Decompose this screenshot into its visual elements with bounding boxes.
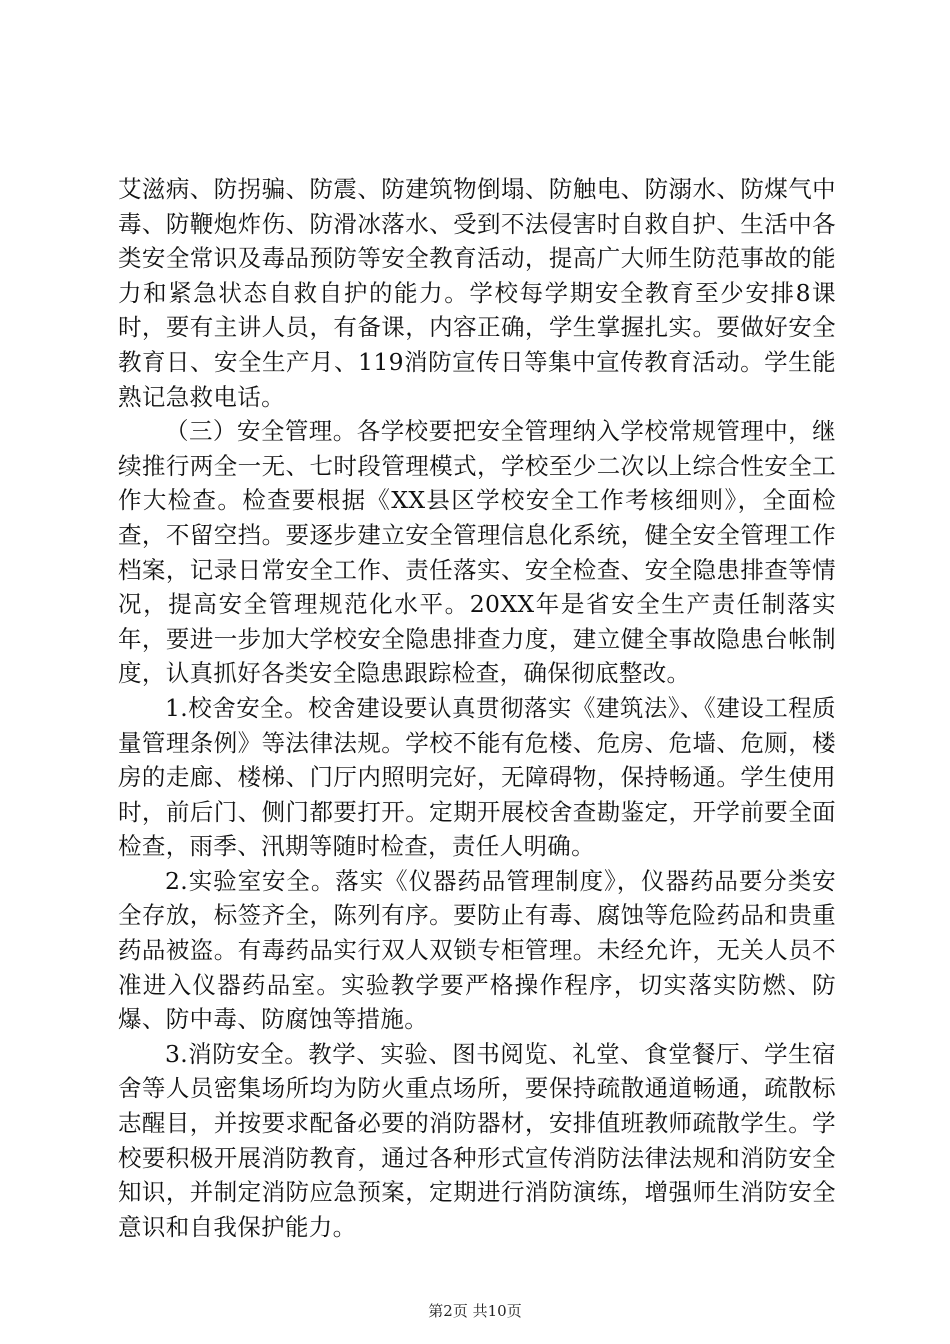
paragraph-safety-management: （三）安全管理。各学校要把安全管理纳入学校常规管理中，继续推行两全一无、七时段管理模式，学校至少二次以上综合性安全工作大检查。检查要根据《XX县区学校安全工作考核细则》，全面检查，不留空挡。要逐步建立安全管理信息化系统，健全安全管理工作档案，记录日常安全工作、责任落实、安全检查、安全隐患排查等情况，提高安全管理规范化水平。20XX年是省安全生产责任制落实年，要进一步加大学校安全隐患排查力度，建立健全事故隐患台帐制度，认真抓好各类安全隐患跟踪检查，确保彻底整改。 <box>118 417 836 688</box>
page-number-footer: 第2页 共10页 <box>428 1302 522 1320</box>
paragraph-fire-safety: 3.消防安全。教学、实验、图书阅览、礼堂、食堂餐厅、学生宿舍等人员密集场所均为防火重点场所，要保持疏散通道畅通，疏散标志醒目，并按要求配备必要的消防器材，安排值班教师疏散学生。学校要积极开展消防教育，通过各种形式宣传消防法律法规和消防安全知识，并制定消防应急预案，定期进行消防演练，增强师生消防安全意识和自我保护能力。 <box>118 1039 836 1241</box>
paragraph-safety-education: 艾滋病、防拐骗、防震、防建筑物倒塌、防触电、防溺水、防煤气中毒、防鞭炮炸伤、防滑冰落水、受到不法侵害时自救自护、生活中各类安全常识及毒品预防等安全教育活动，提高广大师生防范事故的能力和紧急状态自救自护的能力。学校每学期安全教育至少安排8课时，要有主讲人员，有备课，内容正确，学生掌握扎实。要做好安全教育日、安全生产月、119消防宣传日等集中宣传教育活动。学生能熟记急救电话。 <box>118 175 836 411</box>
paragraph-laboratory-safety: 2.实验室安全。落实《仪器药品管理制度》，仪器药品要分类安全存放，标签齐全，陈列有序。要防止有毒、腐蚀等危险药品和贵重药品被盗。有毒药品实行双人双锁专柜管理。未经允许，无关人员不准进入仪器药品室。实验教学要严格操作程序，切实落实防燃、防爆、防中毒、防腐蚀等措施。 <box>118 866 836 1034</box>
paragraph-school-building-safety: 1.校舍安全。校舍建设要认真贯彻落实《建筑法》、《建设工程质量管理条例》等法律法规。学校不能有危楼、危房、危墙、危厕，楼房的走廊、楼梯、门厅内照明完好，无障碍物，保持畅通。学生使用时，前后门、侧门都要打开。定期开展校舍查勘鉴定，开学前要全面检查，雨季、汛期等随时检查，责任人明确。 <box>118 693 836 861</box>
document-body <box>118 172 836 1244</box>
